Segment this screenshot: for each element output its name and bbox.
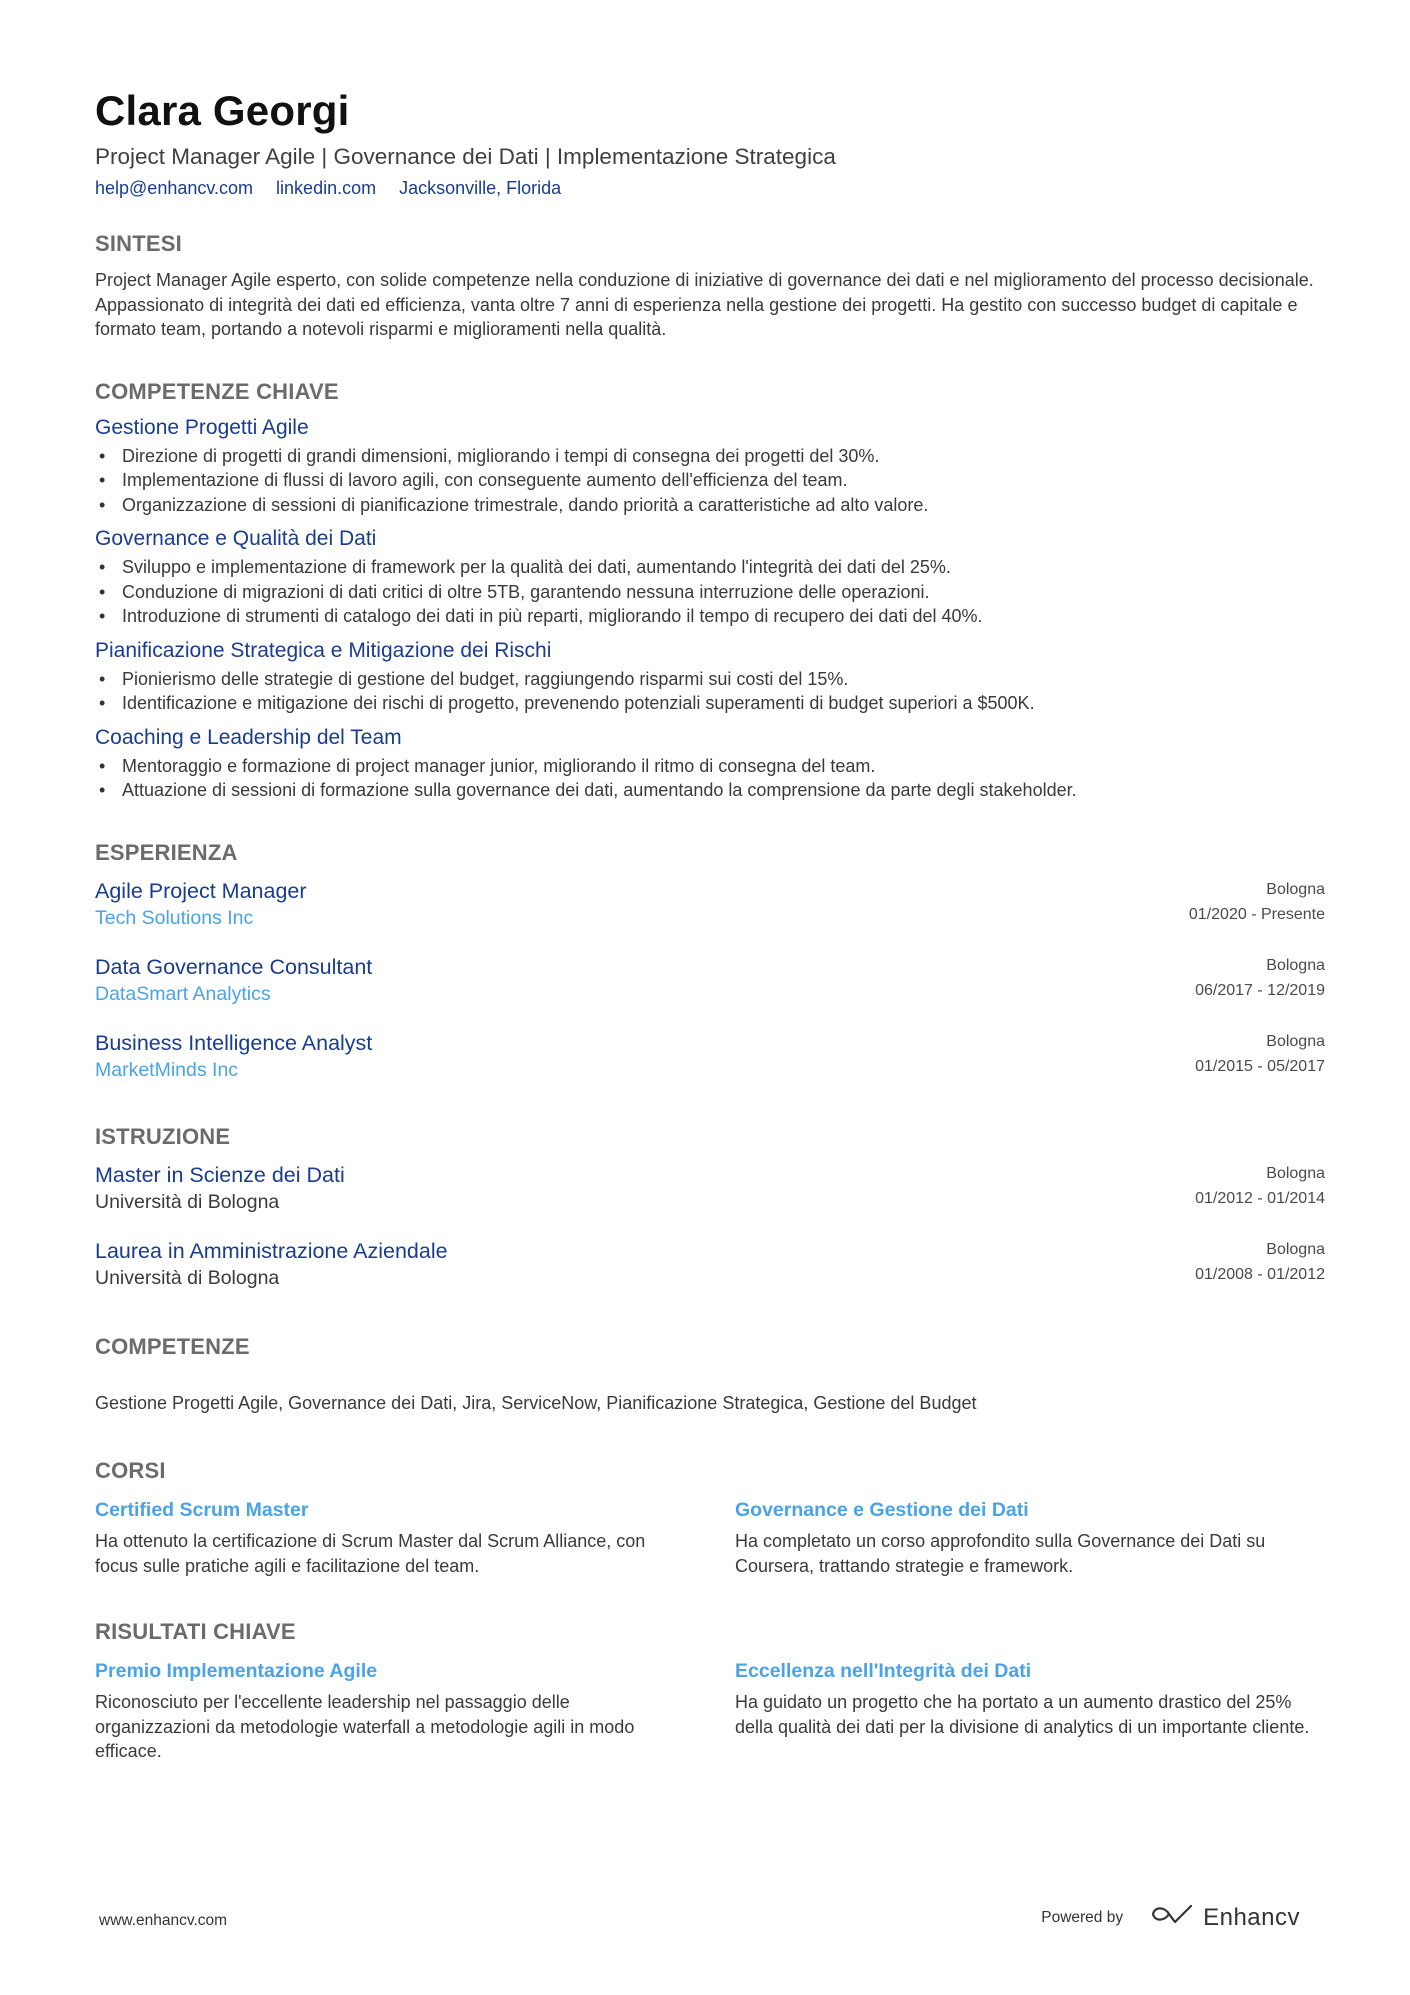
course-item [95,1497,685,1578]
linkedin-link[interactable]: linkedin.com [276,178,377,198]
location-link[interactable]: Jacksonville, Florida [399,178,562,198]
bullet-item: • Attuazione di sessioni di formazione sulla governance dei dati, aumentando la comprensione da parte degli stakeholder. [95,778,1325,803]
key-competencies-section [95,378,1325,803]
resume-content [95,86,1325,1764]
company-name: Tech Solutions Inc [95,906,254,929]
job-dates: 01/2020 - Presente [1188,905,1325,923]
course-title: Governance e Gestione dei Dati [735,1499,1029,1521]
bullet-item: • Pionierismo delle strategie di gestione del budget, raggiungendo risparmi sui costi del 15%. [95,667,1325,692]
bullet-item: • Sviluppo e implementazione di framework per la qualità dei dati, aumentando l'integrità dei dati del 25%. [95,555,1325,580]
bullet-item: • Identificazione e mitigazione dei rischi di progetto, prevenendo potenziali superamenti di budget superiori a $500K. [95,691,1325,716]
achievement-title: Eccellenza nell'Integrità dei Dati [735,1660,1032,1682]
competency-title: Coaching e Leadership del Team [95,725,402,749]
competency-title: Governance e Qualità dei Dati [95,527,377,550]
achievements-section [95,1618,1325,1764]
job-title: Business Intelligence Analyst [95,1030,373,1055]
competency-title: Gestione Progetti Agile [95,415,309,439]
competency-group [95,414,1325,518]
job-title: Data Governance Consultant [95,954,373,979]
competency-group [95,525,1325,629]
contact-line [95,176,1325,200]
education-entry [95,1237,1325,1291]
bullet-item: • Organizzazione di sessioni di pianificazione trimestrale, dando priorità a caratteristiche ad alto valore. [95,493,1325,518]
courses-grid [95,1497,1325,1578]
education-section [95,1123,1325,1291]
achievements-grid [95,1658,1325,1764]
powered-by-label: Powered by [1041,1908,1124,1926]
section-title-courses: CORSI [95,1458,166,1483]
degree-title: Master in Scienze dei Dati [95,1162,345,1187]
section-title-skills: COMPETENZE [95,1333,250,1359]
achievement-title: Premio Implementazione Agile [95,1660,378,1682]
skills-list: Gestione Progetti Agile, Governance dei Dati, Jira, ServiceNow, Pianificazione Strategica, Gestione del Budget [95,1392,977,1413]
bullet-item: • Conduzione di migrazioni di dati critici di oltre 5TB, garantendo nessuna interruzione delle operazioni. [95,580,1325,605]
job-dates: 06/2017 - 12/2019 [1195,981,1325,999]
company-name: DataSmart Analytics [95,982,271,1005]
header [95,86,1325,200]
footer-website-link[interactable]: www.enhancv.com [99,1912,228,1929]
summary-text: Project Manager Agile esperto, con solide competenze nella conduzione di iniziative di governance dei dati e nel miglioramento del processo decisionale. Appassionato di integrità dei dati ed efficienza, vanta oltre 7 anni di esperienza nella gestione dei progetti. Ha gestito con successo budget di capitale e formato team, portando a notevoli risparmi e miglioramenti nella qualità. [95,270,1314,339]
achievement-item [95,1658,685,1764]
degree-title: Laurea in Amministrazione Aziendale [95,1238,448,1263]
skills-section [95,1333,1325,1416]
school-location: Bologna [1266,1164,1325,1182]
summary-section [95,230,1325,342]
brand-name: Enhancv [1203,1903,1300,1931]
job-dates: 01/2015 - 05/2017 [1195,1057,1325,1075]
company-name: MarketMinds Inc [95,1058,239,1081]
course-description: Ha ottenuto la certificazione di Scrum Master dal Scrum Alliance, con focus sulle pratiche agili e facilitazione del team. [95,1531,646,1576]
competency-bullets [95,754,1325,803]
candidate-name: Clara Georgi [95,87,350,134]
experience-entry [95,1029,1325,1083]
job-location: Bologna [1266,880,1325,898]
competency-bullets [95,555,1325,629]
school-location: Bologna [1266,1240,1325,1258]
section-title-key-competencies: COMPETENZE CHIAVE [95,378,339,404]
section-title-achievements: RISULTATI CHIAVE [95,1619,296,1644]
section-title-experience: ESPERIENZA [95,839,238,865]
achievement-item [735,1658,1325,1764]
course-item [735,1497,1325,1578]
competency-group [95,724,1325,803]
experience-entry [95,877,1325,931]
experience-entry [95,953,1325,1007]
bullet-item: • Direzione di progetti di grandi dimensioni, migliorando i tempi di consegna dei progetti del 30%. [95,444,1325,469]
competency-group [95,637,1325,716]
job-location: Bologna [1266,956,1325,974]
course-title: Certified Scrum Master [95,1499,309,1521]
education-dates: 01/2012 - 01/2014 [1195,1189,1325,1207]
achievement-description: Ha guidato un progetto che ha portato a un aumento drastico del 25% della qualità dei dati per la divisione di analytics di un importante cliente. [735,1692,1310,1737]
course-description: Ha completato un corso approfondito sulla Governance dei Dati su Coursera, trattando strategie e framework. [735,1531,1266,1576]
competency-bullets [95,444,1325,518]
competency-bullets [95,667,1325,716]
bullet-item: • Introduzione di strumenti di catalogo dei dati in più reparti, migliorando il tempo di recupero dei dati del 40%. [95,604,1325,629]
achievement-description: Riconosciuto per l'eccellente leadership nel passaggio delle organizzazioni da metodologie waterfall a metodologie agili in modo efficace. [95,1692,635,1761]
education-entry [95,1161,1325,1215]
job-title: Agile Project Manager [95,878,307,903]
school-name: Università di Bologna [95,1266,280,1289]
section-title-education: ISTRUZIONE [95,1123,231,1149]
footer-branding [1041,1902,1300,1933]
bullet-item: • Mentoraggio e formazione di project manager junior, migliorando il ritmo di consegna del team. [95,754,1325,779]
enhancv-brand[interactable] [1149,1902,1300,1933]
courses-section [95,1457,1325,1578]
enhancv-logo-icon [1149,1902,1203,1933]
education-dates: 01/2008 - 01/2012 [1195,1265,1325,1283]
headline: Project Manager Agile | Governance dei Dati | Implementazione Strategica [95,144,836,169]
section-title-summary: SINTESI [95,231,182,256]
school-name: Università di Bologna [95,1190,280,1213]
competency-title: Pianificazione Strategica e Mitigazione dei Rischi [95,638,552,662]
experience-section [95,839,1325,1083]
bullet-item: • Implementazione di flussi di lavoro agili, con conseguente aumento dell'efficienza del team. [95,468,1325,493]
job-location: Bologna [1266,1032,1325,1050]
email-link[interactable]: help@enhancv.com [95,178,254,198]
